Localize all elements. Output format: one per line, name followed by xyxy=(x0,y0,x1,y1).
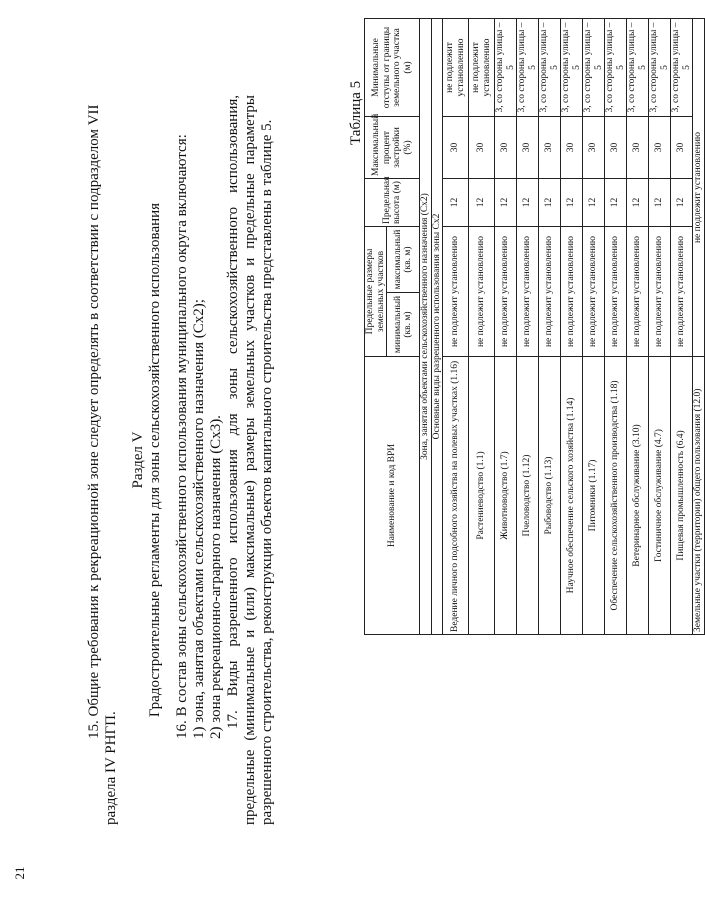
row-setback: 3, со стороны улицы – 5 xyxy=(583,19,605,117)
table-label: Таблица 5 xyxy=(348,80,364,145)
row-name: Научное обеспечение сельского хозяйства (1.14) xyxy=(561,357,583,635)
header-min: минимальный (кв. м) xyxy=(387,293,420,357)
row-name: Гостиничное обслуживание (4.7) xyxy=(649,357,671,635)
row-percent: 30 xyxy=(495,117,517,179)
row-name: Растениеводство (1.1) xyxy=(469,357,495,635)
table-row xyxy=(649,19,671,635)
section-subtitle: Градостроительные регламенты для зоны сельскохозяйственного использования xyxy=(147,202,163,718)
row-setback: не подлежит установлению xyxy=(443,19,469,117)
row-percent: 30 xyxy=(517,117,539,179)
row-setback: 3, со стороны улицы – 5 xyxy=(561,19,583,117)
row-height: 12 xyxy=(517,179,539,227)
table-row xyxy=(539,19,561,635)
row-size: не подлежит установлению xyxy=(627,227,649,357)
row-size: не подлежит установлению xyxy=(517,227,539,357)
row-size: не подлежит установлению xyxy=(583,227,605,357)
row-size: не подлежит установлению xyxy=(561,227,583,357)
row-height: 12 xyxy=(539,179,561,227)
row-name: Животноводство (1.7) xyxy=(495,357,517,635)
table-row xyxy=(605,19,627,635)
row-setback: 3, со стороны улицы – 5 xyxy=(627,19,649,117)
table-row xyxy=(627,19,649,635)
table-row xyxy=(583,19,605,635)
paragraph-17: 17. Виды разрешенного использования для зоны сельскохозяйственного использования, предельные (минимальные и (или) максимальные) размеры земельных участков и предельные параметры разрешенного строительства, реконструкции объектов капитального строительства представлены в таблице 5. xyxy=(225,95,275,825)
row-height: 12 xyxy=(495,179,517,227)
regulations-table xyxy=(364,18,705,635)
row-size: не подлежит установлению xyxy=(469,227,495,357)
header-plot-sizes: Предельные размеры земельных участков xyxy=(365,227,387,357)
row-height: 12 xyxy=(583,179,605,227)
row-height: 12 xyxy=(649,179,671,227)
section-row: Основные виды разрешенного использования зоны Сх2 xyxy=(431,19,443,635)
row-value: не подлежит установлению xyxy=(693,19,705,357)
row-percent: 30 xyxy=(627,117,649,179)
row-setback: 3, со стороны улицы – 5 xyxy=(605,19,627,117)
list-item-1: 1) зона, занятая объектами сельскохозяйственного назначения (Сх2); xyxy=(191,299,207,739)
row-setback: 3, со стороны улицы – 5 xyxy=(671,19,693,117)
row-height: 12 xyxy=(605,179,627,227)
row-size: не подлежит установлению xyxy=(495,227,517,357)
row-name: Земельные участки (территории) общего пользования (12.0) xyxy=(693,357,705,635)
section-title: Раздел V xyxy=(130,431,146,489)
row-size: не подлежит установлению xyxy=(443,227,469,357)
row-height: 12 xyxy=(469,179,495,227)
row-name: Обеспечение сельскохозяйственного производства (1.18) xyxy=(605,357,627,635)
paragraph-16: 16. В состав зоны сельскохозяйственного использования муниципального округа включаются: xyxy=(174,134,190,739)
zone-row: Зона, занятая объектами сельскохозяйственного назначения (Сх2) xyxy=(420,19,432,635)
row-percent: 30 xyxy=(649,117,671,179)
row-name: Пчеловодство (1.12) xyxy=(517,357,539,635)
row-setback: 3, со стороны улицы – 5 xyxy=(517,19,539,117)
row-name: Ведение личного подсобного хозяйства на полевых участках (1.16) xyxy=(443,357,469,635)
row-name: Рыбоводство (1.13) xyxy=(539,357,561,635)
table-row xyxy=(693,19,705,635)
row-size: не подлежит установлению xyxy=(649,227,671,357)
header-name: Наименование и код ВРИ xyxy=(365,357,420,635)
row-percent: 30 xyxy=(561,117,583,179)
table-row xyxy=(443,19,469,635)
row-name: Ветеринарное обслуживание (3.10) xyxy=(627,357,649,635)
row-height: 12 xyxy=(627,179,649,227)
table-row xyxy=(561,19,583,635)
row-name: Пищевая промышленность (6.4) xyxy=(671,357,693,635)
row-height: 12 xyxy=(671,179,693,227)
table-row xyxy=(517,19,539,635)
row-size: не подлежит установлению xyxy=(605,227,627,357)
document-text xyxy=(86,95,276,825)
row-height: 12 xyxy=(561,179,583,227)
row-size: не подлежит установлению xyxy=(539,227,561,357)
row-name: Питомники (1.17) xyxy=(583,357,605,635)
row-percent: 30 xyxy=(605,117,627,179)
row-percent: 30 xyxy=(671,117,693,179)
row-percent: 30 xyxy=(469,117,495,179)
row-setback: 3, со стороны улицы – 5 xyxy=(649,19,671,117)
header-height: Предельная высота (м) xyxy=(365,179,420,227)
row-percent: 30 xyxy=(539,117,561,179)
header-percent: Максимальный процент застройки (%) xyxy=(365,117,420,179)
row-setback: 3, со стороны улицы – 5 xyxy=(495,19,517,117)
header-max: максимальный (кв. м) xyxy=(387,227,420,293)
row-setback: 3, со стороны улицы – 5 xyxy=(539,19,561,117)
row-percent: 30 xyxy=(443,117,469,179)
row-height: 12 xyxy=(443,179,469,227)
row-percent: 30 xyxy=(583,117,605,179)
paragraph-15: 15. Общие требования к рекреационной зоне следует определять в соответствии с подразделом VII раздела IV РНГП. xyxy=(86,104,119,825)
header-setback: Минимальные отступы от границы земельного участка (м) xyxy=(365,19,420,117)
row-setback: не подлежит установлению xyxy=(469,19,495,117)
list-item-2: 2) зона рекреационно-аграрного назначения (Сх3). xyxy=(208,415,224,739)
table-row xyxy=(495,19,517,635)
table-row xyxy=(671,19,693,635)
page-number: 21 xyxy=(12,866,27,880)
table-row xyxy=(469,19,495,635)
row-size: не подлежит установлению xyxy=(671,227,693,357)
